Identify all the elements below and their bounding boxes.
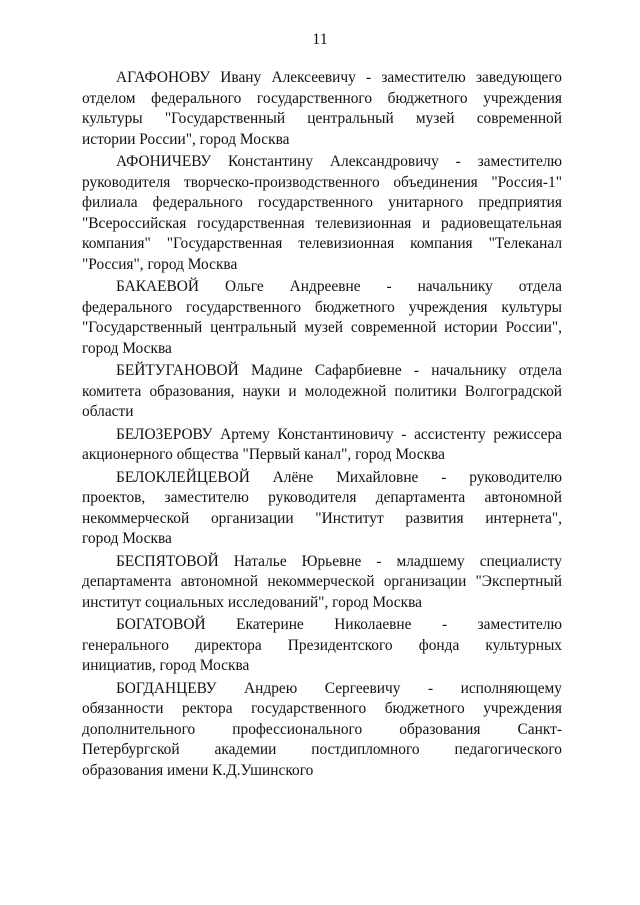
list-item (82, 68, 562, 150)
entry-text-line: культуры "Государственный центральный музей современной (82, 110, 562, 127)
entry-text-line: дополнительного профессионального образования Санкт- (82, 720, 562, 738)
list-item (82, 277, 562, 359)
award-list (82, 68, 562, 783)
page-number: 11 (312, 31, 328, 48)
entry-text-line: образования имени К.Д.Ушинского (82, 761, 314, 779)
entry-text-line: обязанности ректора государственного бюджетного учреждения (82, 700, 562, 717)
entry-text-line: АГАФОНОВУ Ивану Алексеевичу - заместителю заведующего (116, 69, 562, 86)
entry-text-line: департамента автономной некоммерческой организации "Экспертный (82, 573, 562, 590)
entry-text-line: город Москва (82, 339, 172, 357)
entry-text-line: БЕЙТУГАНОВОЙ Мадине Сафарбиевне - начальнику отдела (116, 362, 562, 379)
entry-text-line: БЕСПЯТОВОЙ Наталье Юрьевне - младшему специалисту (116, 552, 562, 570)
entry-text-line: БЕЛОЗЕРОВУ Артему Константиновичу - ассистенту режиссера (116, 425, 562, 443)
entry-text-line: компания" "Государственная телевизионная компания "Телеканал (82, 235, 562, 252)
entry-text-line: некоммерческой организации "Институт развития интернета", (82, 509, 562, 527)
entry-text-line: генерального директора Президентского фонда культурных (82, 636, 562, 654)
entry-text-line: Петербургской академии постдипломного педагогического (82, 741, 562, 758)
entry-text-line: области (82, 403, 134, 420)
entry-text-line: отделом федерального государственного бюджетного учреждения (82, 89, 562, 107)
entry-text-line: руководителя творческо-производственного объединения "Россия-1" (82, 173, 562, 191)
entry-text-line: БОГДАНЦЕВУ Андрею Сергеевичу - исполняющему (116, 679, 562, 697)
list-item (82, 425, 562, 466)
entry-text-line: БОГАТОВОЙ Екатерине Николаевне - заместителю (116, 616, 562, 633)
list-item (82, 152, 562, 275)
entry-text-line: "Государственный центральный музей современной истории России", (82, 319, 562, 336)
entry-text-line: инициатив, город Москва (82, 657, 250, 674)
entry-text-line: филиала федерального государственного унитарного предприятия (82, 194, 562, 211)
entry-text-line: БЕЛОКЛЕЙЦЕВОЙ Алёне Михайловне - руководителю (116, 468, 562, 486)
entry-text-line: АФОНИЧЕВУ Константину Александровичу - заместителю (116, 153, 562, 170)
entry-text-line: "Всероссийская государственная телевизионная и радиовещательная (82, 214, 562, 232)
list-item (82, 361, 562, 423)
entry-text-line: акционерного общества "Первый канал", город Москва (82, 446, 445, 463)
entry-text-line: федерального государственного бюджетного учреждения культуры (82, 298, 562, 316)
entry-text-line: город Москва (82, 530, 172, 547)
entry-text-line: комитета образования, науки и молодежной политики Волгоградской (82, 382, 562, 400)
list-item (82, 468, 562, 550)
entry-text-line: проектов, заместителю руководителя департамента автономной (82, 489, 562, 506)
list-item (82, 615, 562, 677)
entry-text-line: истории России", город Москва (82, 130, 290, 148)
entry-text-line: институт социальных исследований", город Москва (82, 593, 422, 611)
entry-text-line: БАКАЕВОЙ Ольге Андреевне - начальнику отдела (116, 278, 562, 295)
entry-text-line: "Россия", город Москва (82, 255, 238, 273)
list-item (82, 679, 562, 782)
list-item (82, 552, 562, 614)
